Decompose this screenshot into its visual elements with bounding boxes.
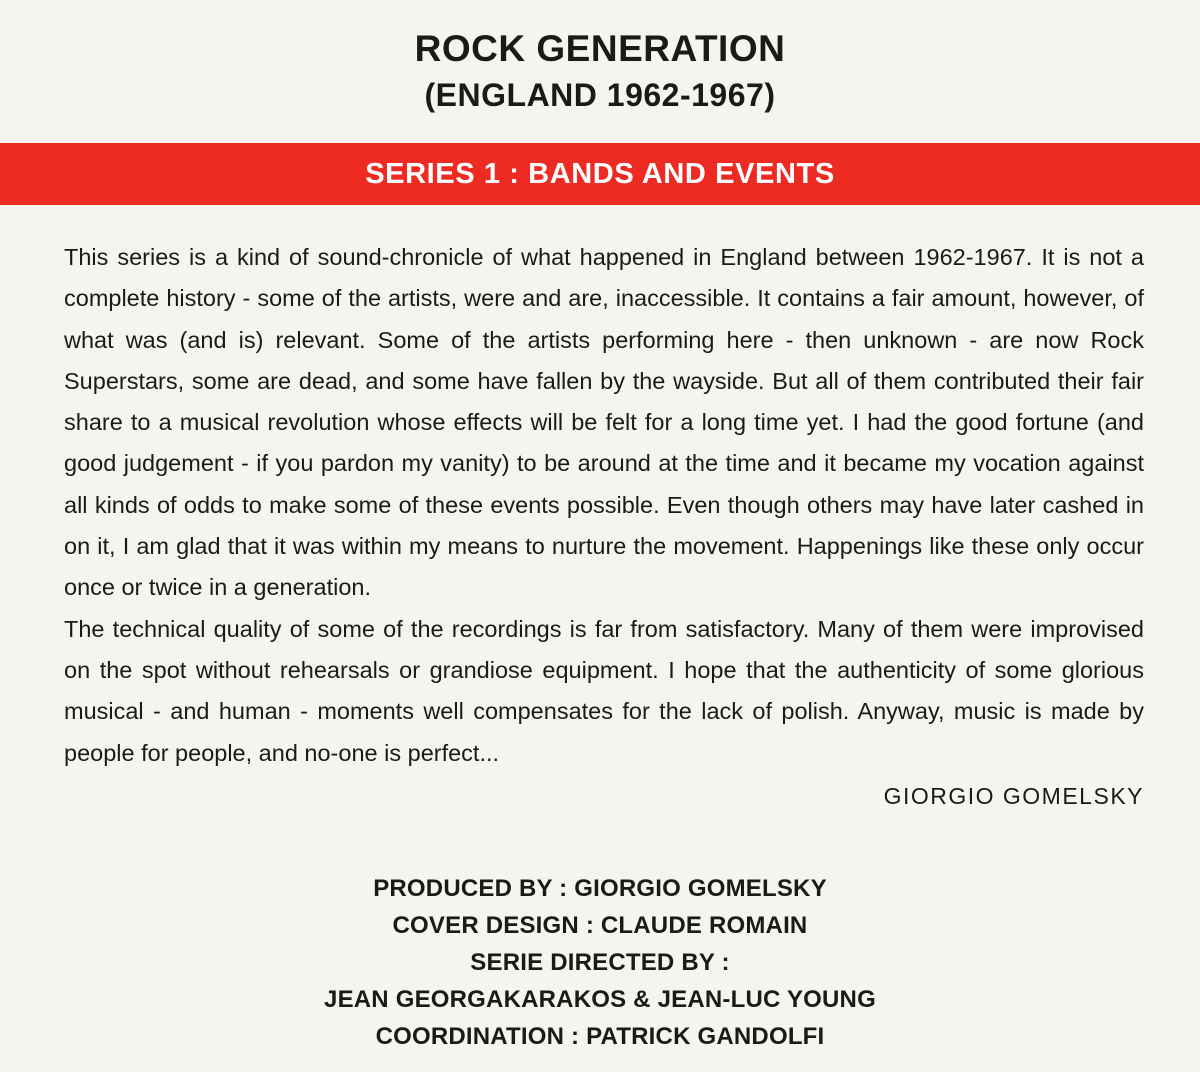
signature: GIORGIO GOMELSKY: [883, 783, 1144, 809]
page-subtitle: (ENGLAND 1962-1967): [424, 77, 776, 113]
credit-series-directors: JEAN GEORGAKARAKOS & JEAN-LUC YOUNG: [324, 986, 876, 1013]
page-title: ROCK GENERATION: [414, 28, 786, 69]
credit-coordination: COORDINATION : PATRICK GANDOLFI: [375, 1023, 825, 1050]
credit-series-director-label: SERIE DIRECTED BY :: [470, 949, 730, 976]
series-banner: [0, 143, 1200, 205]
credit-cover-design: COVER DESIGN : CLAUDE ROMAIN: [392, 912, 808, 939]
liner-notes: [64, 237, 1144, 774]
series-label: SERIES 1 : BANDS AND EVENTS: [365, 157, 835, 190]
liner-notes-paragraph: The technical quality of some of the recordings is far from satisfactory. Many of them were improvised on the spot without rehearsals or grandiose equipment. I hope that the authenticity of some glorious musical - and human - moments well compensates for the lack of polish. Anyway, music is made by people for people, and no-one is perfect...: [64, 615, 1144, 766]
credit-producer: PRODUCED BY : GIORGIO GOMELSKY: [373, 875, 827, 902]
header: [0, 26, 1200, 118]
credits: [0, 870, 1200, 1055]
liner-notes-paragraph: This series is a kind of sound-chronicle of what happened in England between 1962-1967. It is not a complete history - some of the artists, were and are, inaccessible. It contains a fair amount, however, of what was (and is) relevant. Some of the artists performing here - then unknown - are now Rock Superstars, some are dead, and some have fallen by the wayside. But all of them contributed their fair share to a musical revolution whose effects will be felt for a long time yet. I had the good fortune (and good judgement - if you pardon my vanity) to be around at the time and it became my vocation against all kinds of odds to make some of these events possible. Even though others may have later cashed in on it, I am glad that it was within my means to nurture the movement. Happenings like these only occur once or twice in a generation.: [64, 244, 1144, 601]
